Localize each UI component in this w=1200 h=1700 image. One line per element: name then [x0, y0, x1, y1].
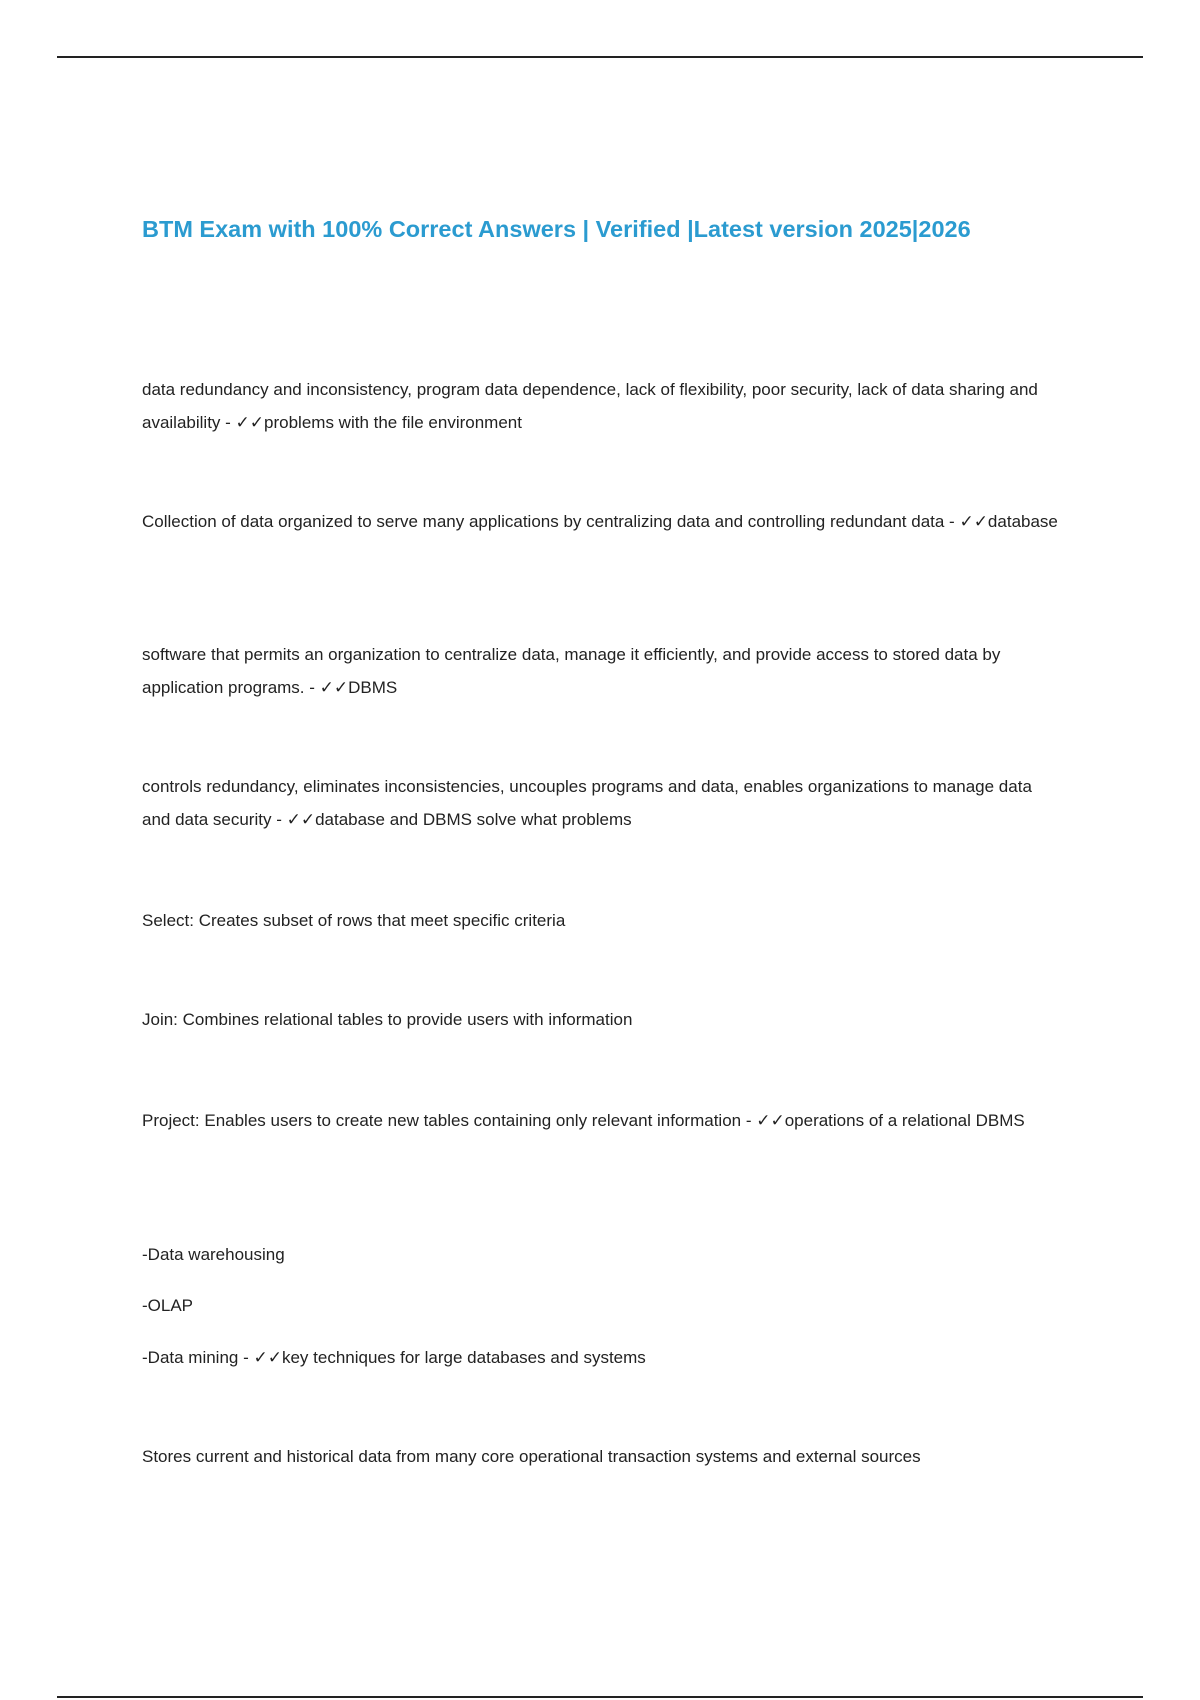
paragraph-data-warehouse: Stores current and historical data from many core operational transaction systems and external sources	[142, 1447, 921, 1466]
paragraph-dbms: software that permits an organization to centralize data, manage it efficiently, and provide access to stored data by application programs. - ✓✓DBMS	[142, 645, 1001, 697]
footer-rule	[57, 1696, 1143, 1698]
paragraph-dbms-solves: controls redundancy, eliminates inconsistencies, uncouples programs and data, enables organizations to manage data and data security - ✓✓database and DBMS solve what problems	[142, 777, 1032, 829]
list-item-data-mining: -Data mining - ✓✓key techniques for large databases and systems	[142, 1348, 646, 1367]
paragraph-join: Join: Combines relational tables to provide users with information	[142, 1010, 633, 1029]
list-item-data-warehousing: -Data warehousing	[142, 1245, 285, 1264]
header-rule	[57, 56, 1143, 58]
list-item-olap: -OLAP	[142, 1296, 194, 1315]
paragraph-file-environment-problems: data redundancy and inconsistency, program data dependence, lack of flexibility, poor security, lack of data sharing and availability - ✓✓problems with the file environment	[142, 380, 1038, 432]
paragraph-database: Collection of data organized to serve many applications by centralizing data and controlling redundant data - ✓✓database	[142, 512, 1058, 531]
document-title: BTM Exam with 100% Correct Answers | Verified |Latest version 2025|2026	[142, 216, 971, 242]
paragraph-select: Select: Creates subset of rows that meet specific criteria	[142, 911, 566, 930]
paragraph-project: Project: Enables users to create new tables containing only relevant information - ✓✓operations of a relational DBMS	[142, 1111, 1025, 1130]
